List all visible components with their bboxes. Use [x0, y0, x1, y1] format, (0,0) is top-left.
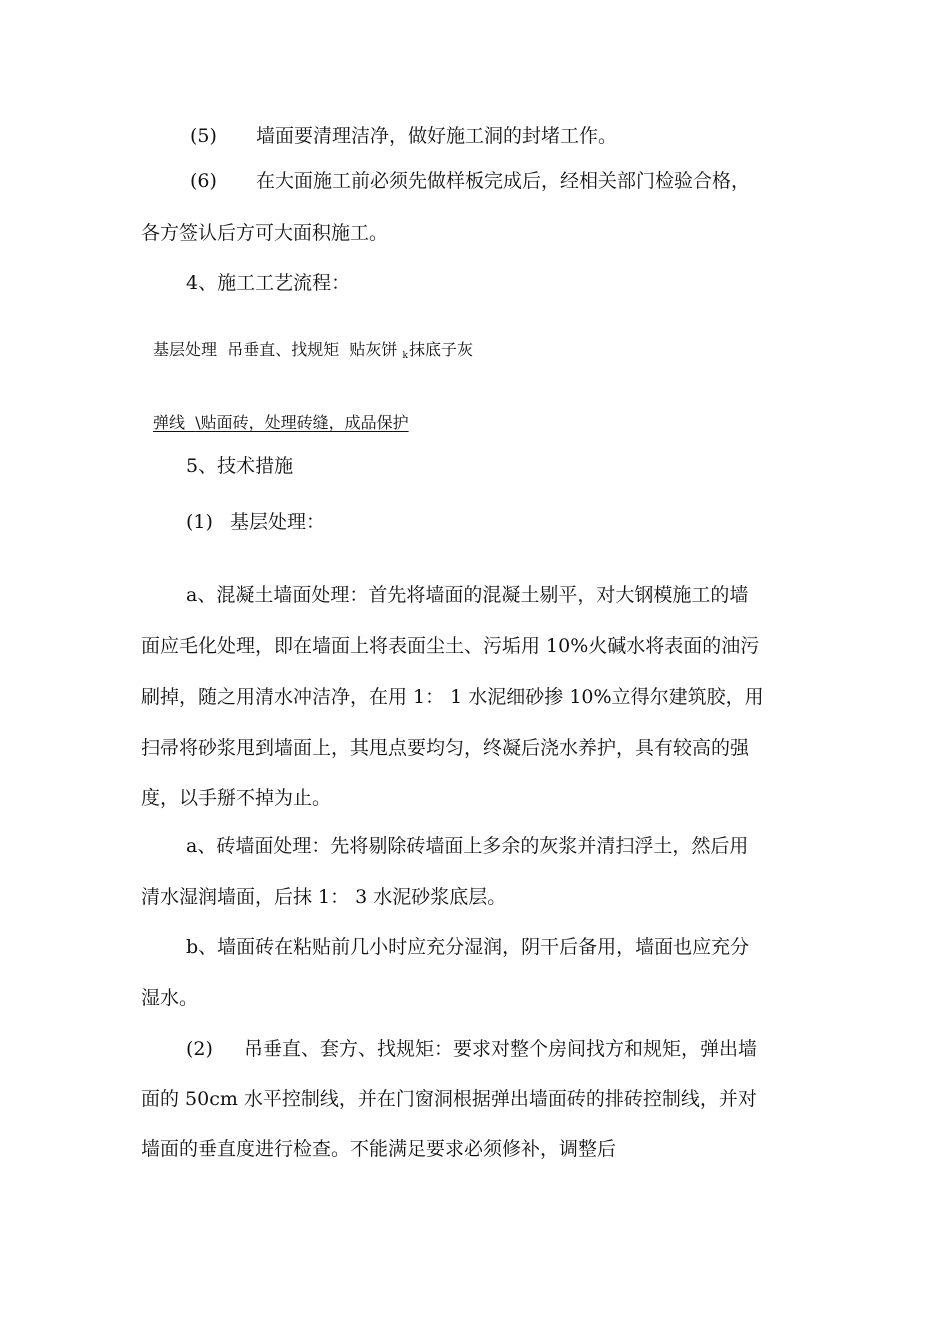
section-4-heading: 4、施工工艺流程：: [186, 272, 351, 294]
concrete-wall-para-line: 刷掉，随之用清水冲洁净，在用 1： 1 水泥细砂掺 10%立得尔建筑胶，用: [141, 686, 764, 708]
flow-step-base-treatment: 基层处理: [153, 340, 218, 359]
item-6-text: 在大面施工前必须先做样板完成后，经相关部门检验合格，: [256, 170, 751, 192]
item-6-number: (6): [190, 170, 217, 192]
subsection-2-number: (2): [186, 1038, 213, 1060]
flow-step-tiling: \贴面砖，处理砖缝，成品保护: [195, 413, 409, 432]
section-5-heading: 5、技术措施: [186, 455, 294, 477]
subsection-2-line: 墙面的垂直度进行检查。不能满足要求必须修补，调整后: [141, 1138, 617, 1160]
process-flow-row-1: [153, 339, 473, 367]
subsection-2-text: 吊垂直、套方、找规矩：要求对整个房间找方和规矩，弹出墙: [244, 1038, 758, 1060]
flow-step-base-coat: 抹底子灰: [408, 340, 473, 359]
item-5: [190, 122, 617, 150]
flow-step-screed-pads: 贴灰饼: [349, 340, 398, 359]
concrete-wall-para-line: 扫帚将砂浆甩到墙面上，其甩点要均匀，终凝后浇水养护，具有较高的强: [141, 737, 750, 759]
flow-step-plumb: 吊垂直、找规矩: [227, 340, 340, 359]
concrete-wall-para-line: 面应毛化处理，即在墙面上将表面尘土、污垢用 10%火碱水将表面的油污: [141, 635, 760, 657]
item-5-number: (5): [190, 125, 217, 147]
item-6: [190, 167, 750, 195]
item-6-continuation: 各方签认后方可大面积施工。: [141, 222, 389, 244]
process-flow-row-2: [153, 412, 409, 434]
subsection-1-title: 基层处理：: [230, 511, 326, 533]
subsection-2-line: 面的 50cm 水平控制线，并在门窗洞根据弹出墙面砖的排砖控制线，并对: [141, 1088, 757, 1110]
concrete-wall-para-line: 度，以手掰不掉为止。: [141, 787, 332, 809]
brick-wall-para-line: a、砖墙面处理：先将剔除砖墙面上多余的灰浆并清扫浮土，然后用: [186, 835, 749, 857]
subsection-1-heading: [186, 508, 325, 536]
tile-wetting-para-line: b、墙面砖在粘贴前几小时应充分湿润，阴干后备用，墙面也应充分: [186, 936, 750, 958]
tile-wetting-para-line: 湿水。: [141, 987, 199, 1009]
flow-step-snap-line: 弹线: [153, 413, 186, 432]
subsection-2-line: [186, 1035, 757, 1063]
flow-arrow-mark: k: [402, 351, 408, 361]
subsection-1-number: (1): [186, 511, 213, 533]
item-5-text: 墙面要清理洁净，做好施工洞的封堵工作。: [256, 125, 618, 147]
brick-wall-para-line: 清水湿润墙面，后抹 1： 3 水泥砂浆底层。: [141, 886, 507, 908]
concrete-wall-para-line: a、混凝土墙面处理：首先将墙面的混凝土剔平，对大钢模施工的墙: [186, 584, 749, 606]
